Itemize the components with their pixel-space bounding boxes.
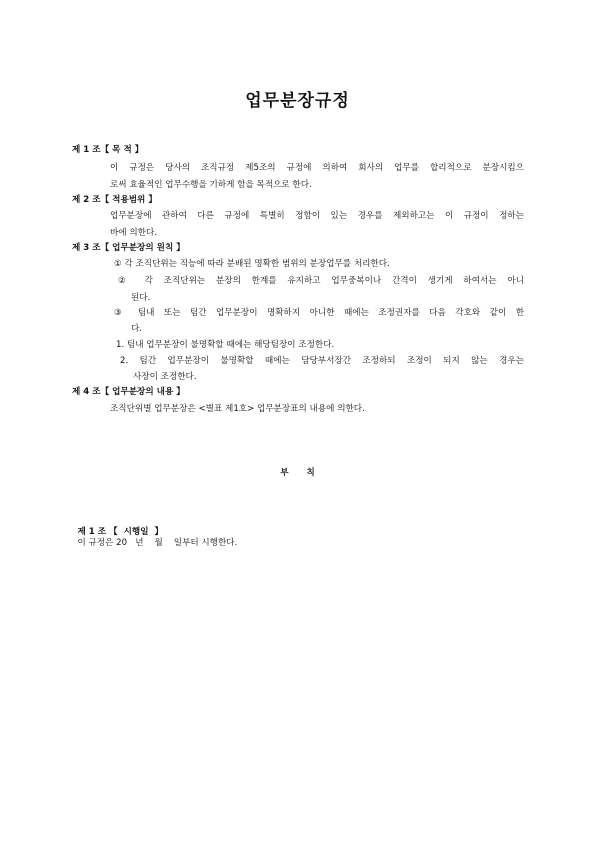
supplementary-heading: 부 칙 [280,468,315,478]
article-1-text-line-2: 로써 효율적인 업무수행을 기하게 함을 목적으로 한다. [110,180,312,190]
document-title: 업무분장규정 [245,91,350,111]
article-2-text-line-2: 바에 의한다. [110,228,157,238]
article-3-subitem-2-line-2: 사장이 조정한다. [133,372,197,382]
article-2-heading: 제 2 조【 적용범위 】 [72,195,157,205]
article-2-text-line-1: 업무분장에 관하여 다른 규정에 특별히 정함이 있는 경우를 제외하고는 이 규정이 정하는 [110,211,524,221]
article-3-subitem-1: 1. 팀내 업무분장이 불명확할 때에는 해당팀장이 조정한다. [116,340,335,350]
article-3-item-3-line-1: ③ 팀내 또는 팀간 업무분장이 명확하지 아니한 때에는 조정권자를 다음 각호와 같이 한 [114,308,524,318]
article-3-item-2-line-2: 된다. [131,293,151,303]
article-4-text-line-1: 조직단위별 업무분장은 <별표 제1호> 업무분장표의 내용에 의한다. [110,404,365,414]
supplementary-article-1-heading: 제 1 조 【 시행일 】 [77,527,164,537]
supplementary-article-1-text: 이 규정은 20 년 월 일부터 시행한다. [77,538,238,548]
supplementary-article-1 [72,516,237,549]
article-3-item-3-line-2: 다. [131,324,143,334]
article-3-item-2-line-1: ② 각 조직단위는 분장의 한계를 유지하고 업무중복이나 간격이 생기게 하여서는 아니 [118,276,524,286]
article-4-heading: 제 4 조【 업무분장의 내용 】 [72,387,185,397]
article-3-heading: 제 3 조【 업무분장의 원칙 】 [72,243,185,253]
article-1-text-line-1: 이 규정은 당사의 조직규정 제5조의 규정에 의하여 회사의 업무를 합리적으로 분장시킴으 [110,163,524,173]
article-3-item-1: ① 각 조직단위는 직능에 따라 분배된 명확한 범위의 분장업무를 처리한다. [114,259,390,269]
article-1-heading: 제 1 조【 목 적 】 [72,145,144,155]
article-3-subitem-2-line-1: 2. 팀간 업무분장이 불명확할 때에는 담당부서장간 조정하되 조정이 되지 않는 경우는 [120,356,524,366]
